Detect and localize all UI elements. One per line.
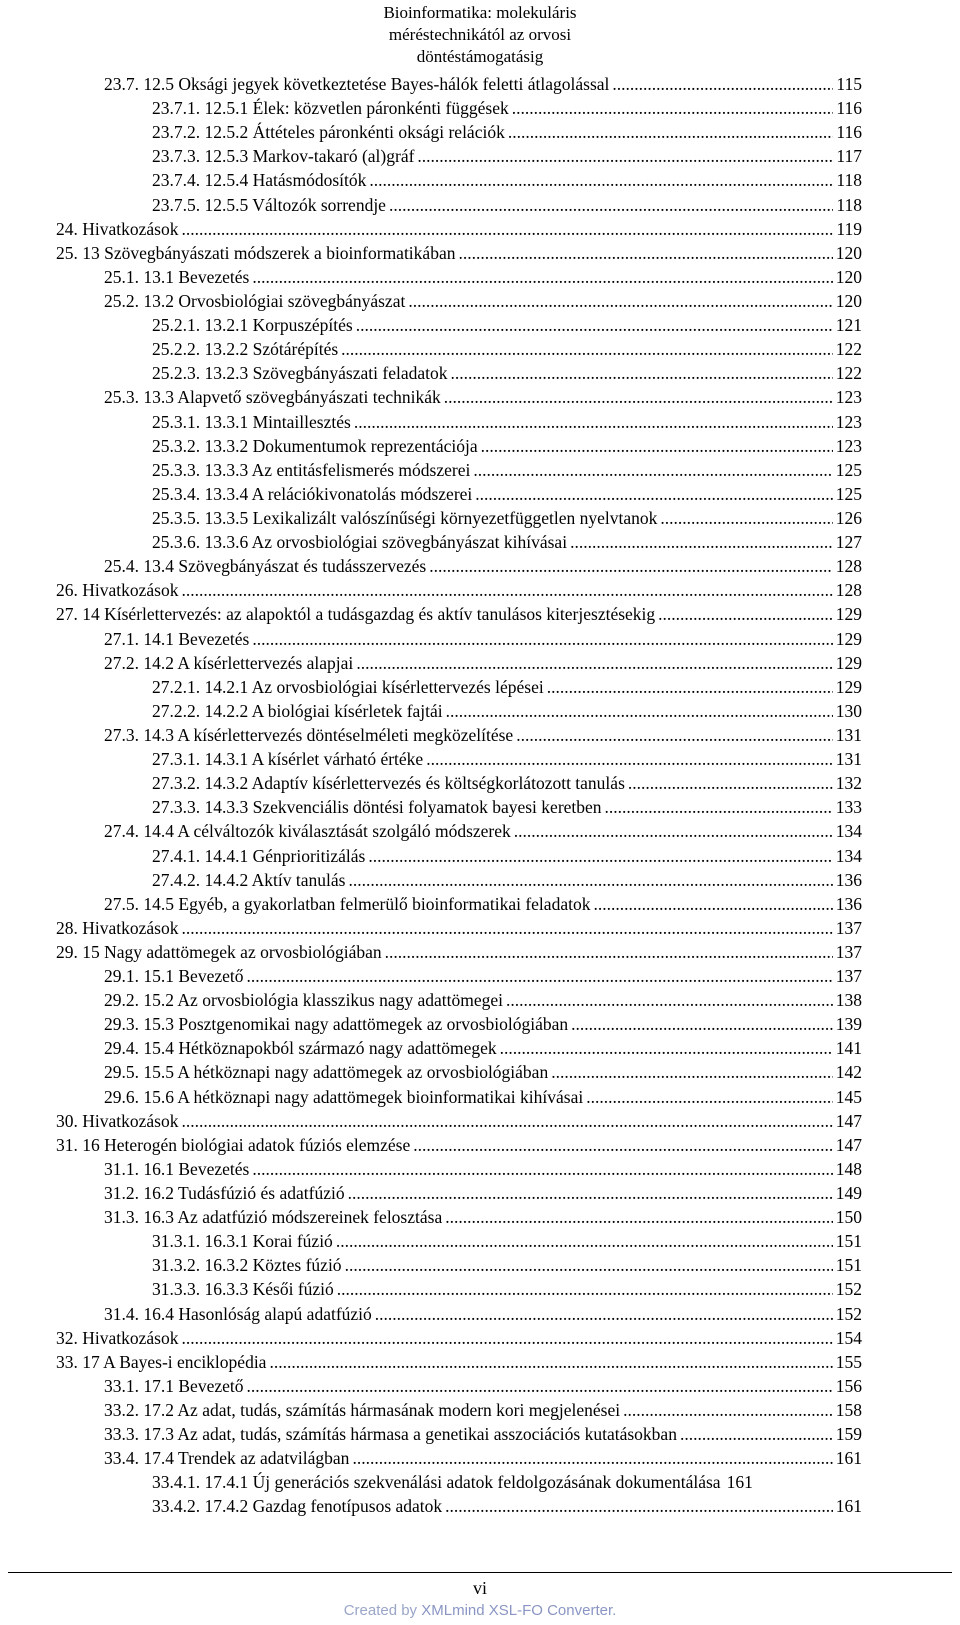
toc-dot-leader	[551, 1060, 833, 1084]
toc-entry-page[interactable]: 136	[835, 893, 862, 914]
toc-dot-leader	[593, 892, 832, 916]
toc-entry-page[interactable]: 119	[836, 218, 862, 239]
toc-entry[interactable]	[56, 964, 862, 988]
toc-dot-leader	[473, 458, 832, 482]
toc-dot-leader	[413, 1133, 832, 1157]
toc-entry-page[interactable]: 120	[835, 266, 862, 287]
toc-entry-page[interactable]: 123	[835, 411, 862, 432]
header-title-line-1: Bioinformatika: molekuláris	[383, 3, 577, 22]
toc-entry-title[interactable]: 26. Hivatkozások	[56, 580, 179, 601]
toc-entry-title[interactable]: 31.3.2. 16.3.2 Köztes fúzió	[152, 1255, 342, 1276]
toc-dot-leader	[571, 1012, 833, 1036]
toc-entry[interactable]	[56, 844, 862, 868]
toc-entry[interactable]	[56, 120, 862, 144]
footer-divider	[8, 1572, 952, 1573]
toc-dot-leader	[348, 868, 832, 892]
toc-dot-leader	[516, 723, 833, 747]
toc-entry-title[interactable]: 25.2.3. 13.2.3 Szövegbányászati feladatok	[152, 363, 448, 384]
toc-dot-leader	[269, 1350, 832, 1374]
watermark-brand: XMLmind XSL-FO Converter.	[421, 1602, 617, 1619]
toc-dot-leader	[368, 844, 832, 868]
toc-dot-leader	[623, 1398, 833, 1422]
toc-entry[interactable]	[56, 868, 862, 892]
toc-dot-leader	[181, 1109, 832, 1133]
toc-entry-title[interactable]: 27.2. 14.2 A kísérlettervezés alapjai	[104, 652, 354, 673]
toc-entry-title[interactable]: 25.4. 13.4 Szövegbányászat és tudásszervezés	[104, 556, 427, 577]
toc-dot-leader	[246, 964, 832, 988]
toc-dot-leader	[444, 385, 833, 409]
toc-entry[interactable]	[56, 795, 862, 819]
toc-dot-leader	[252, 1157, 832, 1181]
table-of-contents	[56, 72, 862, 1519]
toc-entry-page[interactable]: 148	[835, 1158, 862, 1179]
toc-entry[interactable]	[56, 1446, 862, 1470]
toc-entry-title[interactable]: 27.3. 14.3 A kísérlettervezés döntéselméleti megközelítése	[104, 724, 514, 745]
toc-entry-page[interactable]: 151	[835, 1231, 862, 1252]
toc-entry-title[interactable]: 27.4.1. 14.4.1 Génprioritizálás	[152, 845, 366, 866]
toc-dot-leader	[181, 916, 832, 940]
toc-entry-page[interactable]: 133	[835, 797, 862, 818]
toc-entry-page[interactable]: 122	[835, 363, 862, 384]
toc-entry[interactable]	[56, 1277, 862, 1301]
toc-dot-leader	[389, 193, 833, 217]
toc-entry-title[interactable]: 29.1. 15.1 Bevezető	[104, 966, 244, 987]
toc-entry[interactable]	[56, 916, 862, 940]
toc-entry-title[interactable]: 25.3.1. 13.3.1 Mintaillesztés	[152, 411, 351, 432]
toc-entry[interactable]	[56, 96, 862, 120]
toc-dot-leader	[408, 289, 832, 313]
toc-entry-page[interactable]: 151	[835, 1255, 862, 1276]
toc-entry-title[interactable]: 24. Hivatkozások	[56, 218, 179, 239]
toc-entry-page[interactable]: 126	[835, 507, 862, 528]
toc-entry[interactable]	[56, 1109, 862, 1133]
toc-entry-page[interactable]: 137	[835, 966, 862, 987]
toc-entry-title[interactable]: 25.3. 13.3 Alapvető szövegbányászati technikák	[104, 387, 441, 408]
toc-entry[interactable]	[56, 217, 862, 241]
toc-dot-leader	[660, 506, 832, 530]
toc-entry-page[interactable]: 120	[835, 290, 862, 311]
watermark-prefix: Created by	[343, 1602, 422, 1619]
toc-entry-title[interactable]: 25.3.3. 13.3.3 Az entitásfelismerés módszerei	[152, 459, 471, 480]
toc-entry-page[interactable]: 128	[835, 556, 862, 577]
toc-entry-title[interactable]: 23.7.2. 12.5.2 Áttételes páronkénti oksági relációk	[152, 122, 505, 143]
toc-entry[interactable]	[56, 1181, 862, 1205]
toc-dot-leader	[181, 217, 833, 241]
toc-dot-leader	[445, 1494, 833, 1518]
toc-entry[interactable]	[56, 434, 862, 458]
toc-entry-title[interactable]: 27.1. 14.1 Bevezetés	[104, 628, 250, 649]
toc-dot-leader	[354, 410, 833, 434]
toc-entry-page[interactable]: 147	[835, 1134, 862, 1155]
toc-entry-title[interactable]: 25.2.1. 13.2.1 Korpuszépítés	[152, 315, 353, 336]
toc-entry[interactable]	[56, 988, 862, 1012]
toc-entry[interactable]	[56, 337, 862, 361]
toc-entry[interactable]	[56, 361, 862, 385]
toc-entry-title[interactable]: 29.3. 15.3 Posztgenomikai nagy adattömegek az orvosbiológiában	[104, 1014, 569, 1035]
toc-entry-title[interactable]: 27.3.1. 14.3.1 A kísérlet várható értéke	[152, 749, 424, 770]
toc-entry-page[interactable]: 138	[835, 990, 862, 1011]
toc-entry[interactable]	[56, 892, 862, 916]
toc-entry-page[interactable]: 118	[836, 170, 862, 191]
toc-entry[interactable]	[56, 1302, 862, 1326]
toc-entry[interactable]	[56, 554, 862, 578]
toc-entry-page[interactable]: 116	[836, 122, 862, 143]
toc-entry-title[interactable]: 25. 13 Szövegbányászati módszerek a bioinformatikában	[56, 242, 456, 263]
toc-dot-leader	[341, 337, 833, 361]
toc-entry[interactable]	[56, 289, 862, 313]
toc-dot-leader	[508, 120, 833, 144]
toc-dot-leader	[547, 675, 833, 699]
toc-entry-title[interactable]: 27.5. 14.5 Egyéb, a gyakorlatban felmerülő bioinformatikai feladatok	[104, 893, 591, 914]
toc-entry-title[interactable]: 27. 14 Kísérlettervezés: az alapoktól a tudásgazdag és aktív tanulásos kiterjesztésekig	[56, 604, 656, 625]
toc-dot-leader	[426, 747, 833, 771]
toc-entry-title[interactable]: 27.4. 14.4 A célváltozók kiválasztását szolgáló módszerek	[104, 821, 511, 842]
toc-dot-leader	[680, 1422, 833, 1446]
toc-entry-title[interactable]: 31.3. 16.3 Az adatfúzió módszereinek felosztása	[104, 1207, 443, 1228]
toc-entry[interactable]	[56, 578, 862, 602]
toc-entry-page[interactable]: 132	[835, 773, 862, 794]
toc-dot-leader	[446, 699, 833, 723]
toc-entry-page[interactable]: 152	[835, 1279, 862, 1300]
header-title-line-2: méréstechnikától az orvosi	[388, 25, 572, 44]
toc-entry[interactable]	[56, 651, 862, 675]
toc-entry[interactable]	[56, 168, 862, 192]
toc-entry-page[interactable]: 131	[835, 724, 862, 745]
toc-entry-title[interactable]: 31.2. 16.2 Tudásfúzió és adatfúzió	[104, 1183, 345, 1204]
toc-entry[interactable]	[56, 193, 862, 217]
toc-entry[interactable]	[56, 1470, 862, 1494]
toc-entry-title[interactable]: 27.2.2. 14.2.2 A biológiai kísérletek fajtái	[152, 700, 443, 721]
toc-entry-page[interactable]: 115	[836, 74, 862, 94]
toc-dot-leader	[506, 988, 833, 1012]
toc-entry[interactable]	[56, 1253, 862, 1277]
toc-entry[interactable]	[56, 723, 862, 747]
toc-entry-title[interactable]: 28. Hivatkozások	[56, 917, 179, 938]
toc-entry-title[interactable]: 29.4. 15.4 Hétköznapokból származó nagy adattömegek	[104, 1038, 497, 1059]
toc-entry-page[interactable]: 121	[835, 315, 862, 336]
toc-entry-page[interactable]: 125	[835, 483, 862, 504]
toc-entry[interactable]	[56, 1494, 862, 1518]
toc-dot-leader	[570, 530, 833, 554]
toc-entry-page[interactable]: 134	[835, 821, 862, 842]
toc-entry-title[interactable]: 25.2.2. 13.2.2 Szótárépítés	[152, 339, 339, 360]
toc-entry-page[interactable]: 129	[835, 628, 862, 649]
toc-entry-title[interactable]: 29.2. 15.2 Az orvosbiológia klasszikus nagy adattömegei	[104, 990, 504, 1011]
toc-entry-page[interactable]: 159	[835, 1424, 862, 1445]
toc-entry-title[interactable]: 30. Hivatkozások	[56, 1110, 179, 1131]
toc-entry[interactable]	[56, 1422, 862, 1446]
toc-entry[interactable]	[56, 385, 862, 409]
toc-entry-page[interactable]: 116	[836, 98, 862, 119]
toc-dot-leader	[246, 1374, 832, 1398]
toc-dot-leader	[375, 1302, 833, 1326]
toc-entry-page[interactable]: 161	[835, 1448, 862, 1469]
toc-entry[interactable]	[56, 482, 862, 506]
toc-entry-title[interactable]: 25.3.5. 13.3.5 Lexikalizált valószínűségi környezetfüggetlen nyelvtanok	[152, 507, 658, 528]
toc-entry-page[interactable]: 130	[835, 700, 862, 721]
toc-dot-leader	[337, 1277, 833, 1301]
toc-dot-leader	[445, 1205, 833, 1229]
toc-entry[interactable]	[56, 699, 862, 723]
toc-entry[interactable]	[56, 1374, 862, 1398]
toc-entry-title[interactable]: 32. Hivatkozások	[56, 1327, 179, 1348]
toc-entry-title[interactable]: 23.7.3. 12.5.3 Markov-takaró (al)gráf	[152, 146, 415, 167]
toc-entry[interactable]	[56, 1012, 862, 1036]
toc-entry-title[interactable]: 33.4.2. 17.4.2 Gazdag fenotípusos adatok	[152, 1496, 443, 1517]
toc-entry[interactable]	[56, 1036, 862, 1060]
toc-entry-title[interactable]: 31.3.3. 16.3.3 Késői fúzió	[152, 1279, 334, 1300]
toc-entry[interactable]	[56, 72, 862, 96]
toc-entry-page[interactable]: 137	[835, 917, 862, 938]
toc-dot-leader	[586, 1085, 833, 1109]
toc-entry-page[interactable]: 145	[835, 1086, 862, 1107]
toc-entry-page[interactable]: 129	[835, 652, 862, 673]
toc-entry-title[interactable]: 25.1. 13.1 Bevezetés	[104, 266, 250, 287]
toc-entry-page[interactable]: 123	[835, 387, 862, 408]
toc-dot-leader	[628, 771, 833, 795]
toc-dot-leader	[429, 554, 833, 578]
toc-entry[interactable]	[56, 1157, 862, 1181]
toc-entry[interactable]	[56, 506, 862, 530]
toc-entry[interactable]	[56, 1398, 862, 1422]
toc-entry-page[interactable]: 154	[835, 1327, 862, 1348]
toc-entry-page[interactable]: 141	[835, 1038, 862, 1059]
toc-dot-leader	[605, 795, 833, 819]
toc-dot-leader	[658, 602, 833, 626]
toc-entry-page[interactable]: 152	[835, 1303, 862, 1324]
toc-dot-leader	[345, 1253, 833, 1277]
toc-entry-page[interactable]: 118	[836, 194, 862, 215]
toc-entry-page[interactable]: 129	[835, 604, 862, 625]
toc-entry-title[interactable]: 33.4.1. 17.4.1 Új generációs szekvenálási adatok feldolgozásának dokumentálása	[152, 1472, 721, 1493]
toc-entry-page[interactable]: 134	[835, 845, 862, 866]
toc-entry[interactable]	[56, 627, 862, 651]
toc-entry[interactable]	[56, 530, 862, 554]
toc-entry-title[interactable]: 31.3.1. 16.3.1 Korai fúzió	[152, 1231, 333, 1252]
toc-dot-leader	[514, 819, 833, 843]
toc-entry-page[interactable]: 161	[726, 1472, 753, 1493]
toc-entry-title[interactable]: 25.3.6. 13.3.6 Az orvosbiológiai szövegbányászat kihívásai	[152, 532, 568, 553]
toc-entry-title[interactable]: 29. 15 Nagy adattömegek az orvosbiológiában	[56, 941, 382, 962]
toc-entry[interactable]	[56, 1085, 862, 1109]
toc-entry-title[interactable]: 33.2. 17.2 Az adat, tudás, számítás hármasának modern kori megjelenései	[104, 1400, 621, 1421]
toc-entry-page[interactable]: 149	[835, 1183, 862, 1204]
toc-entry[interactable]	[56, 602, 862, 626]
toc-entry-title[interactable]: 23.7.1. 12.5.1 Élek: közvetlen páronkénti függések	[152, 98, 509, 119]
page-number: vi	[472, 1578, 487, 1598]
header-title-line-3: döntéstámogatásig	[416, 47, 544, 66]
toc-entry-page[interactable]: 129	[835, 676, 862, 697]
toc-entry-title[interactable]: 23.7.5. 12.5.5 Változók sorrendje	[152, 194, 386, 215]
toc-dot-leader	[512, 96, 833, 120]
toc-entry-title[interactable]: 29.6. 15.6 A hétköznapi nagy adattömegek bioinformatikai kihívásai	[104, 1086, 584, 1107]
toc-entry-page[interactable]: 156	[835, 1375, 862, 1396]
toc-dot-leader	[458, 241, 832, 265]
toc-entry[interactable]	[56, 747, 862, 771]
toc-entry[interactable]	[56, 675, 862, 699]
toc-entry[interactable]	[56, 1229, 862, 1253]
toc-entry-title[interactable]: 33. 17 A Bayes-i enciklopédia	[56, 1351, 267, 1372]
toc-entry[interactable]	[56, 1205, 862, 1229]
toc-entry-page[interactable]: 150	[835, 1207, 862, 1228]
toc-entry[interactable]	[56, 819, 862, 843]
toc-dot-leader	[417, 144, 833, 168]
toc-entry-title[interactable]: 25.3.2. 13.3.2 Dokumentumok reprezentációja	[152, 435, 478, 456]
toc-entry[interactable]	[56, 1350, 862, 1374]
toc-entry-page[interactable]: 127	[835, 532, 862, 553]
toc-entry-page[interactable]: 147	[835, 1110, 862, 1131]
toc-entry-page[interactable]: 123	[835, 435, 862, 456]
converter-watermark	[0, 1602, 960, 1619]
toc-dot-leader	[385, 940, 833, 964]
toc-entry-page[interactable]: 122	[835, 339, 862, 360]
toc-entry-title[interactable]: 27.4.2. 14.4.2 Aktív tanulás	[152, 869, 346, 890]
toc-entry-title[interactable]: 23.7.4. 12.5.4 Hatásmódosítók	[152, 170, 367, 191]
toc-entry[interactable]	[56, 144, 862, 168]
toc-dot-leader	[356, 313, 833, 337]
toc-entry-page[interactable]: 161	[835, 1496, 862, 1517]
toc-entry-page[interactable]: 128	[835, 580, 862, 601]
toc-entry-page[interactable]: 120	[835, 242, 862, 263]
toc-entry-page[interactable]: 117	[836, 146, 862, 167]
toc-entry-page[interactable]: 158	[835, 1400, 862, 1421]
toc-dot-leader	[500, 1036, 833, 1060]
toc-entry-page[interactable]: 142	[835, 1062, 862, 1083]
toc-dot-leader	[356, 651, 832, 675]
toc-entry[interactable]	[56, 1133, 862, 1157]
toc-entry-page[interactable]: 155	[835, 1351, 862, 1372]
toc-entry[interactable]	[56, 265, 862, 289]
toc-entry-title[interactable]: 33.3. 17.3 Az adat, tudás, számítás hármasa a genetikai asszociációs kutatásokban	[104, 1424, 677, 1445]
toc-entry-page[interactable]: 131	[835, 749, 862, 770]
toc-dot-leader	[450, 361, 832, 385]
toc-dot-leader	[252, 265, 832, 289]
toc-entry-title[interactable]: 27.3.2. 14.3.2 Adaptív kísérlettervezés és költségkorlátozott tanulás	[152, 773, 625, 794]
toc-entry-title[interactable]: 23.7. 12.5 Oksági jegyek következtetése Bayes-hálók feletti átlagolással	[104, 74, 610, 94]
toc-entry[interactable]	[56, 410, 862, 434]
toc-entry[interactable]	[56, 241, 862, 265]
toc-entry-title[interactable]: 27.2.1. 14.2.1 Az orvosbiológiai kísérlettervezés lépései	[152, 676, 544, 697]
toc-entry-title[interactable]: 31.4. 16.4 Hasonlóság alapú adatfúzió	[104, 1303, 372, 1324]
running-header	[0, 0, 960, 68]
toc-entry[interactable]	[56, 940, 862, 964]
toc-entry-page[interactable]: 137	[835, 941, 862, 962]
toc-dot-leader	[475, 482, 832, 506]
toc-dot-leader	[252, 627, 832, 651]
toc-entry-title[interactable]: 33.4. 17.4 Trendek az adatvilágban	[104, 1448, 350, 1469]
toc-entry[interactable]	[56, 1326, 862, 1350]
toc-entry[interactable]	[56, 313, 862, 337]
toc-entry[interactable]	[56, 1060, 862, 1084]
toc-entry-page[interactable]: 136	[835, 869, 862, 890]
toc-entry-title[interactable]: 33.1. 17.1 Bevezető	[104, 1375, 244, 1396]
toc-entry-title[interactable]: 29.5. 15.5 A hétköznapi nagy adattömegek az orvosbiológiában	[104, 1062, 549, 1083]
toc-entry-title[interactable]: 25.2. 13.2 Orvosbiológiai szövegbányászat	[104, 290, 406, 311]
toc-dot-leader	[181, 578, 832, 602]
toc-dot-leader	[348, 1181, 833, 1205]
toc-dot-leader	[181, 1326, 832, 1350]
toc-entry-title[interactable]: 25.3.4. 13.3.4 A relációkivonatolás módszerei	[152, 483, 473, 504]
toc-dot-leader	[352, 1446, 832, 1470]
toc-entry[interactable]	[56, 458, 862, 482]
toc-entry-title[interactable]: 27.3.3. 14.3.3 Szekvenciális döntési folyamatok bayesi keretben	[152, 797, 602, 818]
toc-dot-leader	[369, 168, 833, 192]
toc-entry-title[interactable]: 31. 16 Heterogén biológiai adatok fúziós elemzése	[56, 1134, 411, 1155]
toc-dot-leader	[612, 72, 833, 96]
toc-entry-title[interactable]: 31.1. 16.1 Bevezetés	[104, 1158, 250, 1179]
toc-entry-page[interactable]: 125	[835, 459, 862, 480]
toc-entry[interactable]	[56, 771, 862, 795]
toc-entry-page[interactable]: 139	[835, 1014, 862, 1035]
toc-dot-leader	[336, 1229, 833, 1253]
toc-dot-leader	[481, 434, 833, 458]
